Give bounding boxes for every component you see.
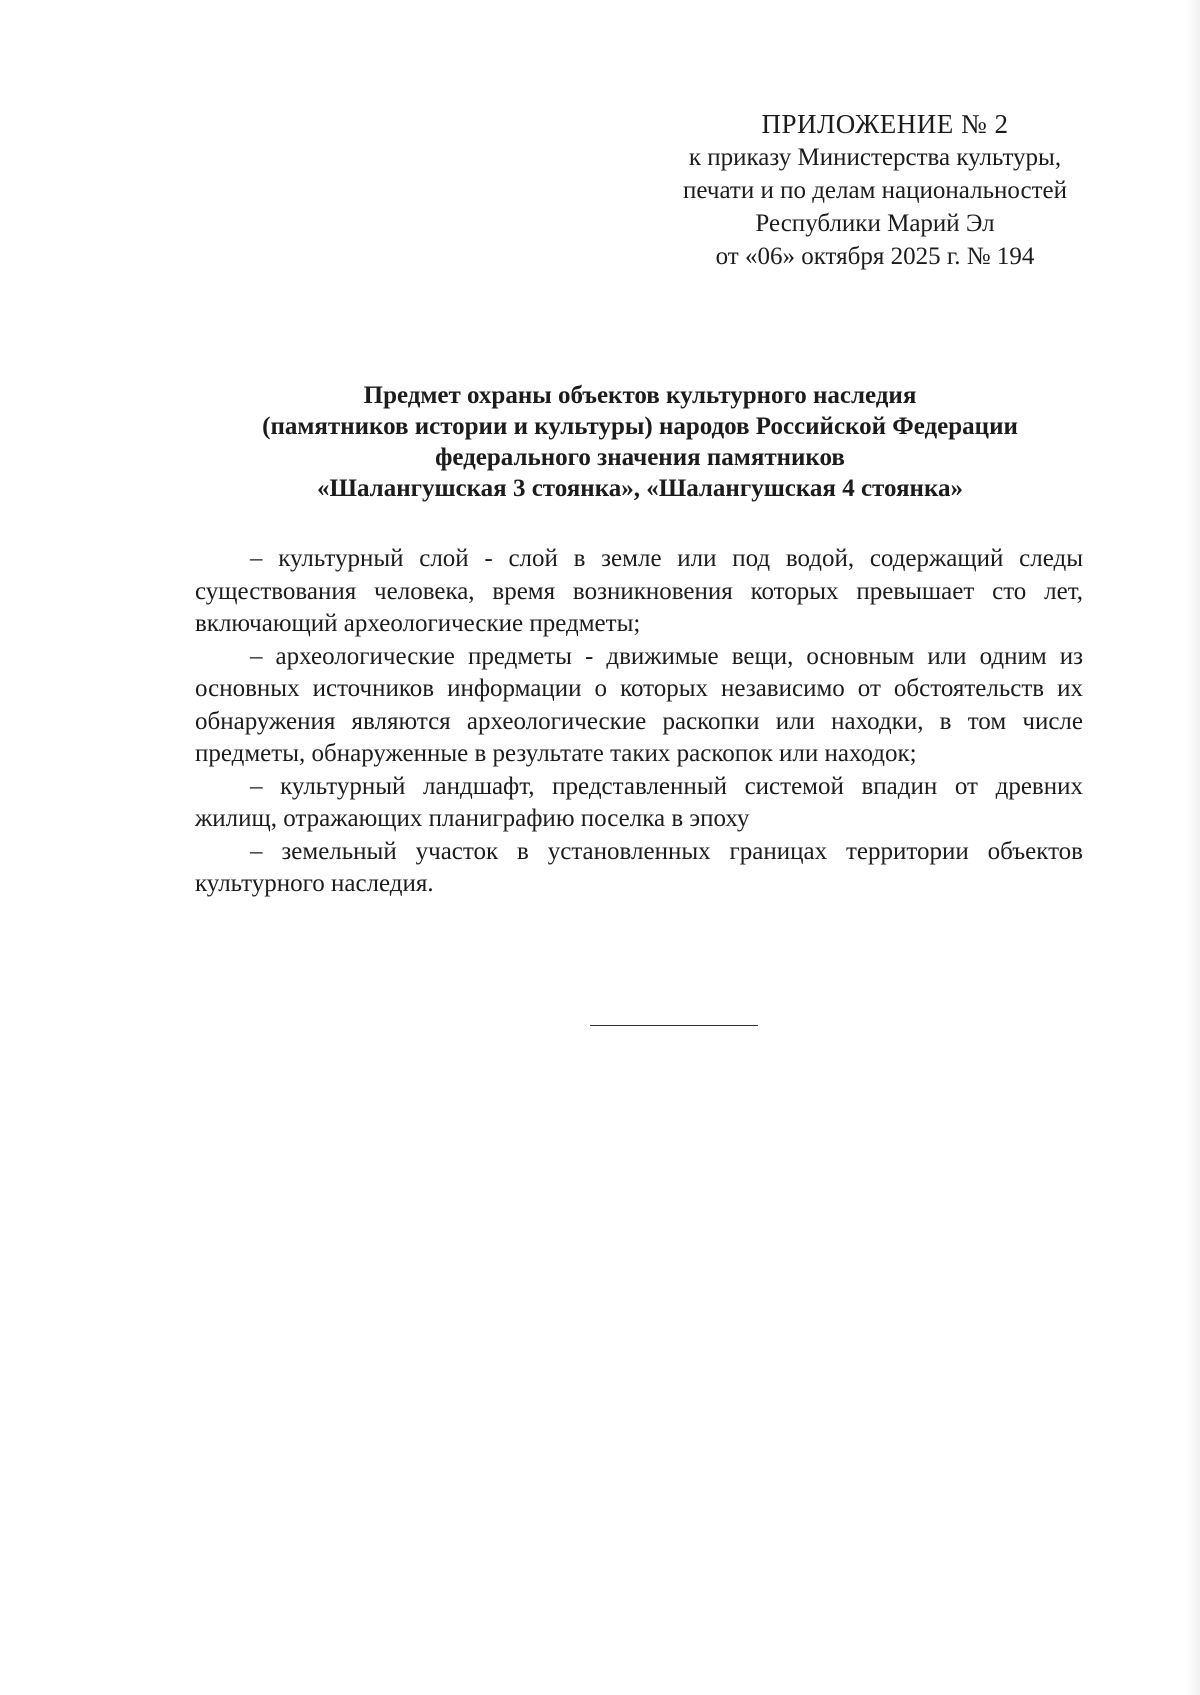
heading-line-1: Предмет охраны объектов культурного наследия: [363, 382, 917, 409]
item-archaeological-objects: – археологические предметы - движимые вещи, основным или одним из основных источников информации о которых независимо от обстоятельств их обнаружения являются археологические раскопки или находки, в том числе предметы, обнаруженные в результате таких раскопок или находок;: [195, 642, 1083, 767]
appendix-header: [620, 108, 1130, 273]
heading-line-4: «Шалангушская 3 стоянка», «Шалангушская 4 стоянка»: [317, 475, 963, 502]
appendix-date-line: от «06» октября 2025 г. № 194: [715, 243, 1035, 270]
page-edge-shadow: [1186, 0, 1200, 1695]
item-cultural-layer: – культурный слой - слой в земле или под водой, содержащий следы существования человека, время возникновения которых превышает сто лет, включающий археологические предметы;: [195, 545, 1083, 637]
item-land-plot: – земельный участок в установленных границах территории объектов культурного наследия.: [195, 837, 1083, 897]
item-cultural-landscape: – культурный ландшафт, представленный системой впадин от древних жилищ, отражающих планиграфию поселка в эпоху: [195, 772, 1083, 832]
heading-line-2: (памятников истории и культуры) народов Российской Федерации: [262, 413, 1018, 440]
protection-items-list: [195, 543, 1083, 901]
appendix-ministry-line: печати и по делам национальностей: [683, 177, 1067, 204]
heading-line-3: федерального значения памятников: [435, 444, 845, 471]
appendix-order-line: к приказу Министерства культуры,: [688, 144, 1062, 171]
closing-rule-divider: [590, 1025, 758, 1026]
appendix-republic-line: Республики Марий Эл: [755, 210, 995, 237]
appendix-title: ПРИЛОЖЕНИЕ № 2: [761, 109, 1009, 139]
document-heading: [170, 380, 1110, 504]
